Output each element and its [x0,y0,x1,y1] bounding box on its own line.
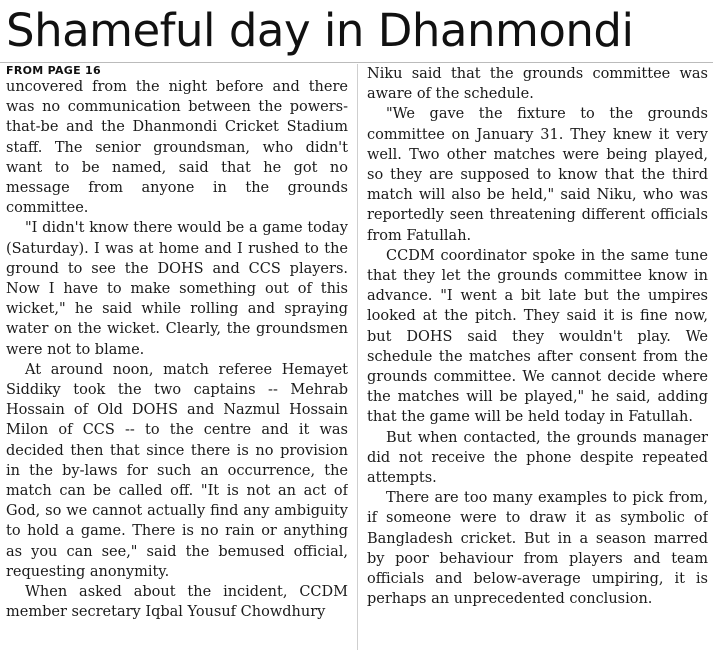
paragraph: uncovered from the night before and there was no communication between the powers-that-be and the Dhanmondi Cricket Stadium staff. The senior groundsman, who didn't want to be named, said that he got no message from anyone in the grounds committee. [6,79,348,217]
paragraph: CCDM coordinator spoke in the same tune that they let the grounds committee know in advance. "I went a bit late but the umpires looked at the pitch. They said it is fine now, but DOHS said they wouldn't play. We schedule the matches after consent from the grounds committee. We cannot decide where the matches will be played," he said, adding that the game will be held today in Fatullah. [367,247,708,426]
paragraph: "We gave the fixture to the grounds committee on January 31. They knew it very well. Two other matches were being played, so they are supposed to know that the third match will also be held," said Niku, who was reportedly seen threatening different officials from Fatullah. [367,106,708,244]
article-column-right [367,64,708,650]
paragraph: There are too many examples to pick from, if someone were to draw it as symbolic of Bangladesh cricket. But in a season marred by poor behaviour from players and team officials and below-average umpiring, it is perhaps an unprecedented conclusion. [367,490,708,608]
article-column-left [6,64,348,650]
paragraph: At around noon, match referee Hemayet Siddiky took the two captains -- Mehrab Hossain of Old DOHS and Nazmul Hossain Milon of CCS -- to the centre and it was decided then that since there is no provision in the by-laws for such an occurrence, the match can be called off. "It is not an act of God, so we cannot actually find any ambiguity to hold a game. There is no rain or anything as you can see," said the bemused official, requesting anonymity. [6,361,348,580]
paragraph: When asked about the incident, CCDM member secretary Iqbal Yousuf Chowdhury [6,584,348,621]
headline: Shameful day in Dhanmondi [6,4,634,57]
headline-rule [0,62,713,63]
paragraph: Niku said that the grounds committee was aware of the schedule. [367,66,708,103]
column-divider [357,64,358,650]
continuation-kicker: FROM PAGE 16 [6,64,101,77]
paragraph: But when contacted, the grounds manager did not receive the phone despite repeated attempts. [367,429,708,487]
paragraph: "I didn't know there would be a game today (Saturday). I was at home and I rushed to the ground to see the DOHS and CCS players. Now I have to make something out of this wicket," he said while rolling and spraying water on the wicket. Clearly, the groundsmen were not to blame. [6,220,348,358]
